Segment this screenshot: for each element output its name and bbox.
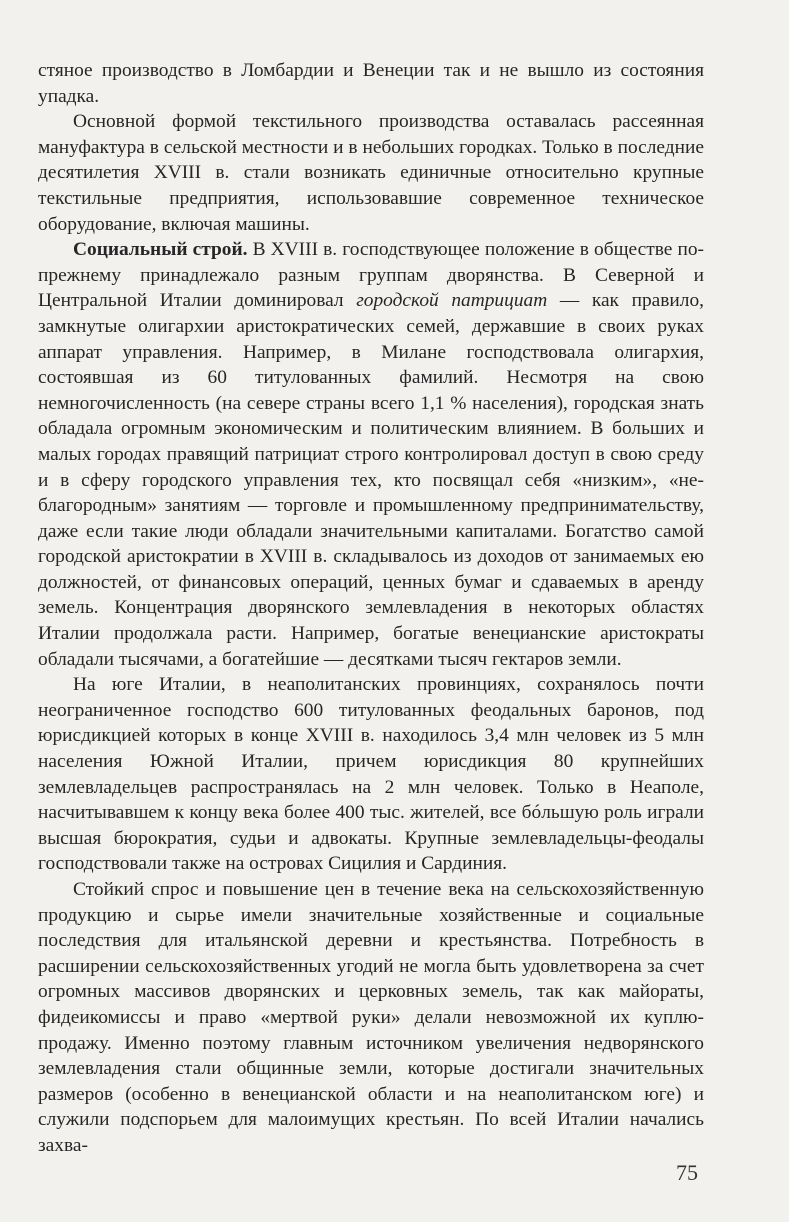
page-text (38, 58, 704, 1159)
paragraph-4 (38, 672, 704, 877)
page-number: 75 (676, 1160, 698, 1185)
paragraph-text: стяное производство в Ломбардии и Венеции так и не вышло из состояния упадка. (38, 60, 704, 107)
paragraph-text: В XVIII в. господствующее положение в обществе по-прежнему принадлежало разным группам дворянства. В Северной и Центральной Италии доминировал (38, 239, 704, 312)
paragraph-3 (38, 237, 704, 672)
paragraph-2 (38, 109, 704, 237)
paragraph-text: Основной формой текстильного производства оставалась рассеянная мануфактура в сельской местности и в небольших городках. Только в последние десятилетия XVIII в. стали возникать единичные относительно крупные текстильные предприятия, использовавшие современное техническое оборудование, включая машины. (38, 111, 704, 235)
paragraph-text: Стойкий спрос и повышение цен в течение века на сельскохозяйственную продукцию и сырье имели значительные хозяйственные и социальные последствия для итальянской деревни и крестьянства. Потребность в расширении сельскохозяйственных угодий не могла быть удовлетворена за счет огромных массивов дворянских и церковных земель, так как майораты, фидеикомиссы и право «мертвой руки» делали невозможной их куплю-продажу. Именно поэтому главным источником увеличения недворянского землевладения стали общинные земли, которые достигали значительных размеров (особенно в венецианской области и на неаполитанском юге) и служили подспорьем для малоимущих крестьян. По всей Италии начались захва- (38, 879, 704, 1156)
paragraph-5 (38, 877, 704, 1159)
section-heading: Социальный строй. (73, 239, 248, 261)
paragraph-text: На юге Италии, в неаполитанских провинциях, сохранялось почти неограниченное господство 600 титулованных феодальных баронов, под юрисдикцией которых в конце XVIII в. находилось 3,4 млн человек из 5 млн населения Южной Италии, причем юрисдикция 80 крупнейших землевладельцев распространялась на 2 млн человек. Только в Неаполе, насчитывавшем к концу века более 400 тыс. жителей, все бóльшую роль играли высшая бюрократия, судьи и адвокаты. Крупные землевладельцы-феодалы господствовали также на островах Сицилия и Сардиния. (38, 674, 704, 875)
italic-term: городской патрициат (356, 290, 548, 312)
paragraph-1 (38, 58, 704, 109)
paragraph-text: — как правило, замкнутые олигархии аристократических семей, державшие в своих руках аппарат управления. Например, в Милане господствовала олигархия, состоявшая из 60 титулованных фамилий. Несмотря на свою немногочисленность (на севере страны всего 1,1 % населения), городская знать обладала огромным экономическим и политическим влиянием. В больших и малых городах правящий патрициат строго контролировал доступ в свою среду и в сферу городского управления тех, кто посвящал себя «низким», «неблагородным» занятиям — торговле и промышленному предпринимательству, даже если такие люди обладали значительными капиталами. Богатство самой городской аристократии в XVIII в. складывалось из доходов от занимаемых ею должностей, от финансовых операций, ценных бумаг и сдаваемых в аренду земель. Концентрация дворянского землевладения в некоторых областях Италии продолжала расти. Например, богатые венецианские аристократы обладали тысячами, а богатейшие — десятками тысяч гектаров земли. (38, 290, 704, 670)
